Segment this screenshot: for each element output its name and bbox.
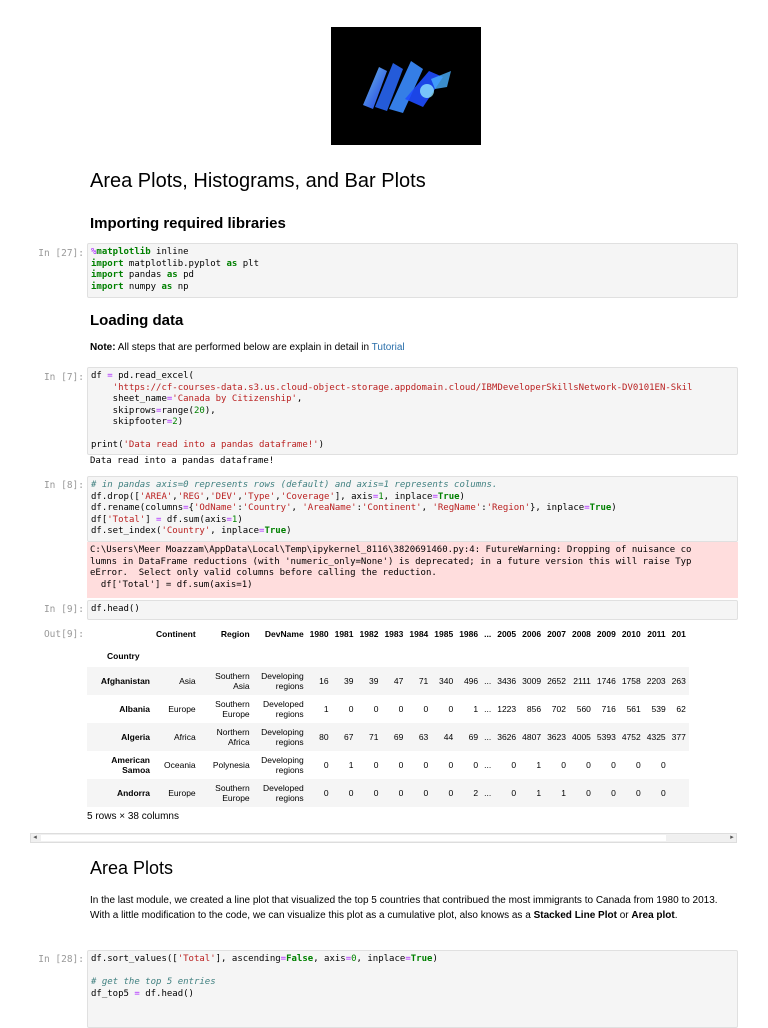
table-cell: Southern Asia [215,671,250,691]
table-cell [669,779,689,807]
table-cell: 2652 [547,676,566,686]
area-or: or [619,910,629,921]
table-row [87,695,689,723]
table-cell: 0 [373,760,379,770]
table-cell: 0 [611,760,616,770]
table-cell: ... [484,788,492,798]
table-cell: 80 [319,732,329,742]
page-title: Area Plots, Histograms, and Bar Plots [90,170,426,192]
table-cell: 0 [511,760,517,770]
column-header: 1983 [384,629,404,639]
table-header-row [87,623,689,645]
table-cell: 47 [393,676,404,686]
area-paragraph [90,893,720,923]
table-cell: 561 [626,704,641,714]
shape-text: 5 rows × 38 columns [87,811,179,822]
column-header: DevName [264,629,304,639]
table-cell: 4807 [522,732,542,742]
scroll-thumb[interactable] [41,835,666,841]
table-cell: 5393 [596,732,616,742]
table-cell: 4005 [571,732,591,742]
table-cell: Developing regions [261,755,304,775]
note-paragraph [90,340,405,355]
cell-output-text: Data read into a pandas dataframe! [90,456,275,466]
table-cell: 4752 [621,732,641,742]
column-header: 2011 [647,629,666,639]
table-cell: Africa [173,732,196,742]
column-header: 2009 [596,629,616,639]
table-cell: 1746 [596,676,616,686]
table-cell: 0 [448,788,454,798]
table-cell: 1 [348,760,354,770]
table-cell: ... [484,704,492,714]
table-cell: 0 [373,788,379,798]
table-cell: 2111 [573,676,591,686]
table-cell: Polynesia [212,760,250,770]
horizontal-scrollbar[interactable] [30,833,737,843]
table-cell: 0 [660,760,666,770]
area-bold-2: Area plot [631,910,675,921]
area-text: In the last module, we created a line plot that visualized the top 5 countries that contribued the most immigrants to Canada from 1980 to 2013. With a little modification to the code, we can visualize this plot as a cumulative plot, also knows as a [90,895,718,921]
column-header: 2010 [621,629,641,639]
table-cell: 0 [448,760,454,770]
dataframe-table [87,623,689,807]
table-row [87,751,689,779]
section-heading-area: Area Plots [90,858,174,878]
section-heading-loading: Loading data [90,312,184,329]
table-cell: 1 [473,704,479,714]
table-cell: 69 [468,732,479,742]
table-cell: Asia [179,676,196,686]
table-cell: 0 [423,788,429,798]
code-cell-head[interactable]: df.head() [87,600,738,620]
column-header: Continent [156,629,196,639]
table-cell: 0 [373,704,379,714]
table-cell: 0 [636,788,641,798]
table-cell: 716 [601,704,616,714]
index-name-row [87,645,689,667]
table-cell: Northern Africa [216,727,250,747]
table-cell: 0 [586,760,591,770]
table-cell: 702 [551,704,566,714]
table-cell: Europe [168,704,196,714]
table-cell: ... [484,676,492,686]
table-cell: 71 [418,676,429,686]
cell-prompt: In [8]: [43,480,84,491]
code-cell-sort[interactable]: df.sort_values(['Total'], ascending=False, axis=0, inplace=True) # get the top 5 entries df_top5 = df.head() [87,950,738,1028]
table-cell: 1 [536,760,542,770]
table-cell: 1223 [497,704,517,714]
table-cell: ... [484,760,492,770]
table-cell: 560 [576,704,591,714]
row-index: American Samoa [111,755,150,775]
table-cell: Developed regions [263,699,304,719]
note-label: Note: [90,342,116,353]
column-header: 1986 [459,629,479,639]
table-cell: 0 [348,704,354,714]
table-cell: 1 [323,704,329,714]
table-cell: 63 [418,732,429,742]
table-cell: 340 [439,676,454,686]
table-cell: 0 [511,788,517,798]
row-index: Andorra [116,788,150,798]
code-cell-read-excel[interactable]: df = pd.read_excel( 'https://cf-courses-data.s3.us.cloud-object-storage.appdomain.cloud/IBMDeveloperSkillsNetwork-DV0101EN-Skil sheet_name='Canada by Citizenship', skiprows=range(20), skipfooter=2) print('Data read into a pandas dataframe!') [87,367,738,455]
section-heading-importing: Importing required libraries [90,215,286,232]
table-cell: 263 [671,676,686,686]
table-cell: 3436 [497,676,517,686]
table-cell: 0 [586,788,591,798]
table-cell: Developing regions [261,671,304,691]
row-index: Afghanistan [100,676,150,686]
table-cell: 0 [611,788,616,798]
column-header: 2007 [547,629,566,639]
table-cell: 4325 [646,732,666,742]
cell-prompt: In [27]: [38,248,84,259]
table-cell: 0 [636,760,641,770]
table-cell: 44 [443,732,454,742]
table-row [87,779,689,807]
index-header-blank [87,623,153,645]
column-header: Region [220,629,250,639]
row-index: Algeria [121,732,150,742]
table-cell: Southern Europe [215,699,250,719]
cell-prompt: In [28]: [38,954,84,965]
scroll-right-icon[interactable]: ▸ [730,834,734,841]
table-cell [669,751,689,779]
cell-prompt: In [9]: [43,604,84,615]
table-cell: 3623 [547,732,566,742]
table-cell: 67 [344,732,354,742]
table-cell: 0 [423,760,429,770]
column-header: 1982 [359,629,379,639]
column-header: 2005 [497,629,517,639]
table-cell: 0 [423,704,429,714]
table-cell: 0 [323,788,329,798]
table-cell: Developing regions [261,727,304,747]
code-cell-clean[interactable]: # in pandas axis=0 represents rows (default) and axis=1 represents columns. df.drop(['AREA','REG','DEV','Type','Coverage'], axis=1, inplace=True) df.rename(columns={'OdName':'Country', 'AreaName':'Continent', 'RegName':'Region'}, inplace=True) df['Total'] = df.sum(axis=1) df.set_index('Country', inplace=True) [87,476,738,542]
column-header: 1981 [334,629,354,639]
table-cell: 856 [526,704,542,714]
row-index: Albania [119,704,150,714]
table-cell: 1 [536,788,542,798]
table-cell: 0 [323,760,329,770]
code-cell-imports[interactable]: %matplotlib inline import matplotlib.pyplot as plt import pandas as pd import numpy as np [87,243,738,298]
warning-output: C:\Users\Meer Moazzam\AppData\Local\Temp\ipykernel_8116\3820691460.py:4: FutureWarning: Dropping of nuisance co lumns in DataFrame reductions (with 'numeric_only=None') is deprecated; in a future version this will raise Typ eError. Select only valid columns before calling the reduction. df['Total'] = df.sum(axis=1) [87,542,738,598]
table-cell: 0 [398,760,404,770]
table-cell: 0 [660,788,666,798]
table-cell: 0 [348,788,354,798]
column-header: 201 [671,629,686,639]
table-cell: 496 [463,676,479,686]
table-row [87,667,689,695]
table-cell: 39 [344,676,354,686]
cell-prompt: In [7]: [43,372,84,383]
column-header: 1984 [409,629,429,639]
table-cell: 71 [368,732,379,742]
note-text: All steps that are performed below are explain in detail in [117,342,370,353]
area-end: . [674,910,678,921]
cell-prompt: Out[9]: [43,629,84,640]
table-cell: 69 [393,732,404,742]
column-header: 2006 [522,629,542,639]
table-cell: 2203 [646,676,666,686]
table-cell: 0 [473,760,479,770]
index-name: Country [107,651,140,661]
table-cell: 3626 [497,732,517,742]
logo-image [331,27,481,145]
table-cell: Southern Europe [215,783,250,803]
table-cell: Developed regions [263,783,304,803]
table-cell: 62 [676,704,686,714]
table-cell: ... [484,732,492,742]
table-cell: 1 [561,788,566,798]
table-cell: 0 [398,704,404,714]
column-header: 1985 [434,629,454,639]
area-bold-1: Stacked Line Plot [533,910,617,921]
table-cell: 0 [561,760,566,770]
column-header: 2008 [571,629,591,639]
table-cell: 16 [319,676,329,686]
column-header: ... [484,629,492,639]
table-cell: 39 [368,676,379,686]
table-cell: 0 [398,788,404,798]
table-row [87,723,689,751]
scroll-left-icon[interactable]: ◂ [33,834,37,841]
table-cell: Europe [168,788,196,798]
table-cell: 0 [448,704,454,714]
table-cell: 3009 [522,676,542,686]
table-cell: 1758 [621,676,641,686]
table-cell: 539 [651,704,666,714]
tutorial-link[interactable]: Tutorial [371,342,405,353]
table-cell: 377 [671,732,686,742]
table-cell: 2 [473,788,479,798]
column-header: 1980 [309,629,329,639]
logo-graphic [331,27,481,145]
table-cell: Oceania [164,760,196,770]
